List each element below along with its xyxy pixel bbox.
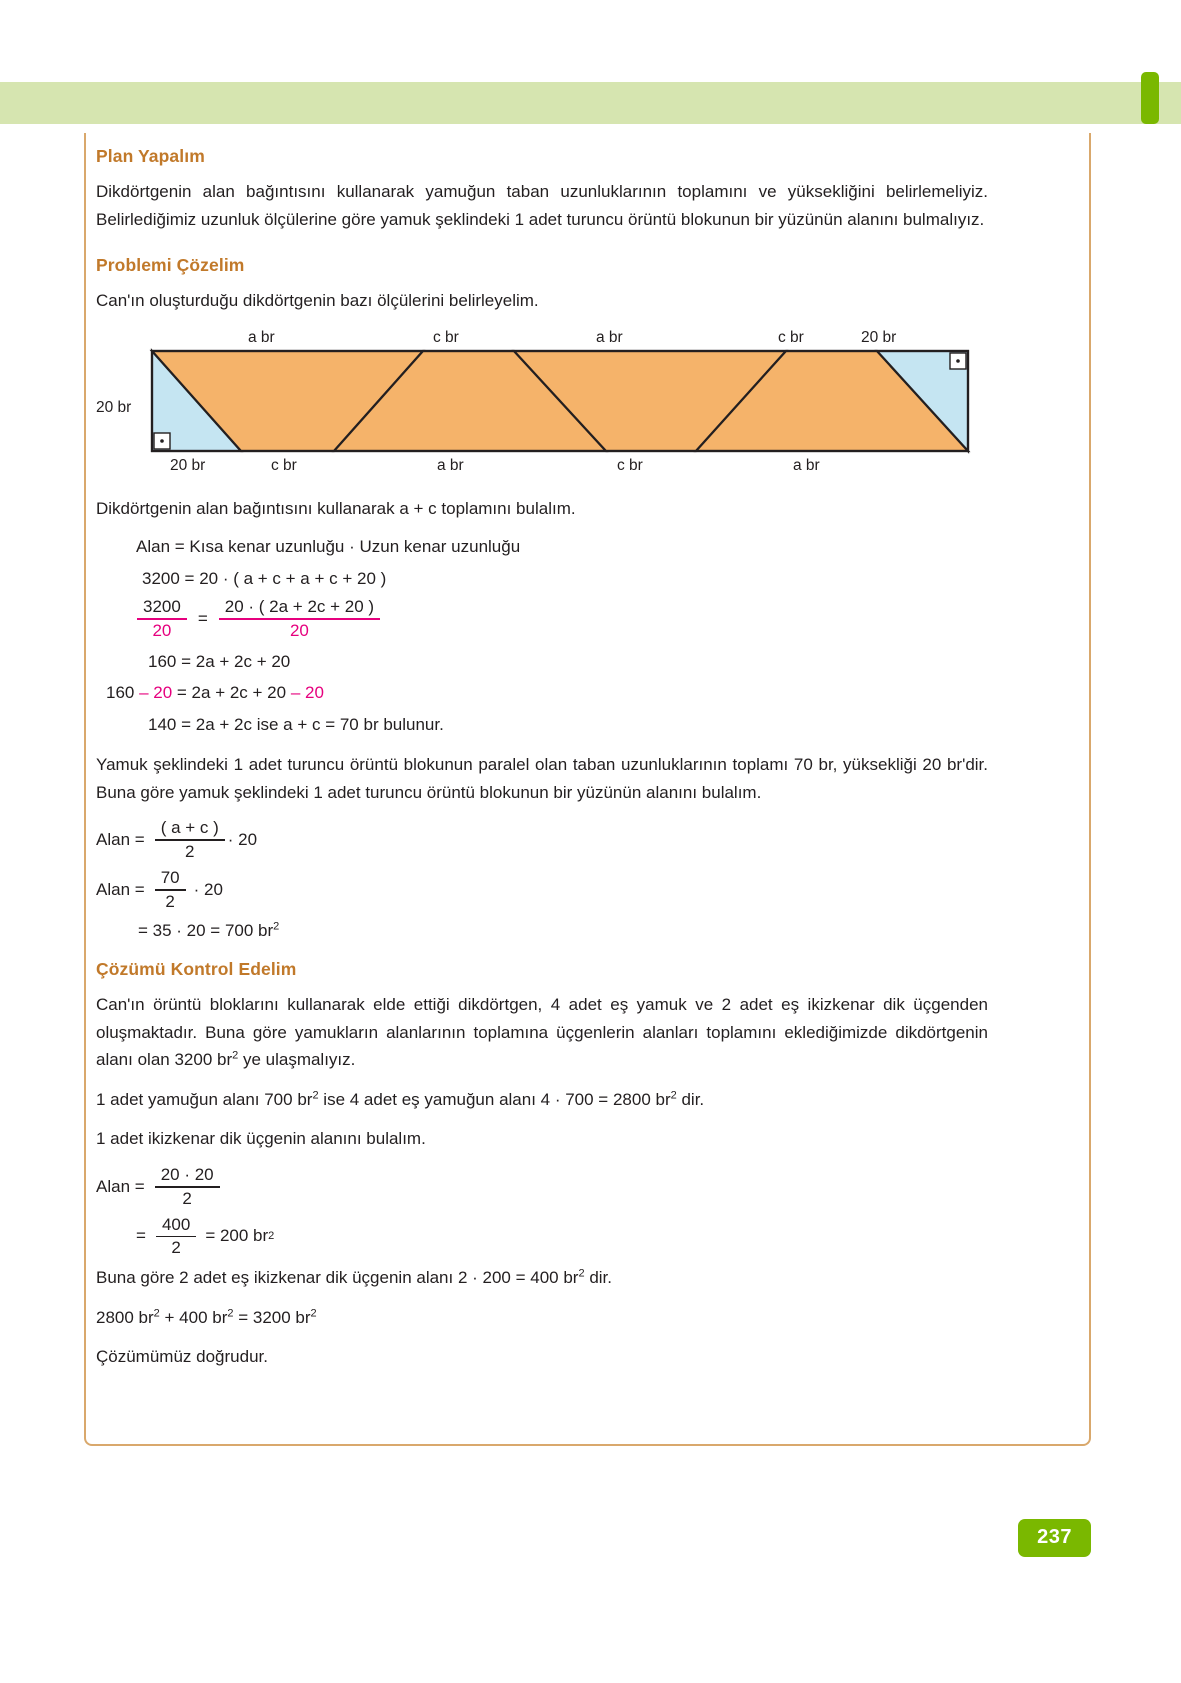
right-angle-dot-bottom-left	[160, 439, 164, 443]
paragraph-check-4	[96, 1264, 988, 1292]
fraction-denominator: 2	[185, 842, 195, 862]
superscript-2: 2	[153, 1307, 160, 1320]
check-p2-c: dir.	[676, 1089, 705, 1109]
alan-label: Alan =	[96, 879, 145, 899]
fraction-numerator: 20 · 20	[160, 1164, 214, 1184]
fraction-denominator: 20	[152, 620, 172, 640]
superscript-2: 2	[670, 1089, 677, 1102]
superscript-2: 2	[310, 1307, 317, 1320]
fraction-numerator: 20 · ( 2a + 2c + 20 )	[224, 597, 375, 617]
alan-label: Alan =	[96, 830, 145, 850]
figure-top-label-3: a br	[596, 328, 623, 346]
check-p1-text: Can'ın örüntü bloklarını kullanarak elde ettiği dikdörtgen, 4 adet eş yamuk ve 2 adet eş ikizkenar dik üçgenden oluşmaktadır. Buna göre yamukların alanlarının toplamına üçgenlerin alanları toplamını eklediğimizde dikdörtgenin alanı olan 3200 br	[96, 995, 988, 1070]
figure-bottom-label-2: c br	[271, 456, 297, 474]
equation-trapezoid-area-2	[96, 868, 988, 912]
paragraph-solve-intro: Can'ın oluşturduğu dikdörtgenin bazı ölçülerini belirleyelim.	[96, 291, 539, 311]
equation-area-formula: Alan = Kısa kenar uzunluğu · Uzun kenar uzunluğu	[136, 537, 521, 557]
fraction-a-plus-c-over-2	[155, 818, 225, 862]
rectangle-pattern-blocks-figure	[96, 329, 988, 479]
heading-plan-yapalim: Plan Yapalım	[96, 146, 205, 166]
check-p1-tail: ye ulaşmalıyız.	[238, 1050, 356, 1070]
figure-top-label-2: c br	[433, 328, 459, 346]
check-p5-a: 2800 br	[96, 1307, 154, 1327]
fraction-numerator: 400	[161, 1214, 191, 1234]
superscript-2: 2	[232, 1049, 239, 1062]
superscript-2: 2	[578, 1267, 585, 1280]
page-number-badge: 237	[1018, 1519, 1091, 1557]
check-p2-a: 1 adet yamuğun alanı 700 br	[96, 1089, 313, 1109]
paragraph-check-1	[96, 991, 988, 1074]
figure-bottom-label-1: 20 br	[170, 456, 206, 474]
result-200: = 200 br	[205, 1226, 269, 1246]
eq-part-mid: = 2a + 2c + 20	[172, 683, 291, 703]
equation-triangle-area-2	[96, 1215, 988, 1259]
top-decorative-band	[0, 82, 1181, 124]
equation-trapezoid-area-1	[96, 818, 988, 862]
fraction-numerator: 70	[160, 868, 180, 888]
paragraph-trapezoid-note: Yamuk şeklindeki 1 adet turuncu örüntü blokunun paralel olan taban uzunluklarının toplamı 70 br, yüksekliği 20 br'dir. Buna göre yamuk şeklindeki 1 adet turuncu örüntü blokunun bir yüzünün alanını bulalım.	[96, 755, 988, 802]
fraction-400-over-2	[156, 1215, 196, 1259]
fraction-20x20-over-2	[155, 1165, 220, 1209]
right-angle-dot-top-right	[956, 359, 960, 363]
fraction-denominator: 2	[165, 891, 175, 911]
fraction-denominator: 2	[171, 1238, 181, 1258]
superscript-2: 2	[312, 1089, 319, 1102]
check-p5-b: + 400 br	[159, 1307, 228, 1327]
figure-left-label: 20 br	[96, 398, 132, 416]
superscript-2: 2	[273, 920, 280, 933]
check-p5-c: = 3200 br	[233, 1307, 311, 1327]
equation-160-minus-20	[96, 680, 988, 706]
multiply-20: · 20	[227, 830, 258, 850]
fraction-denominator: 20	[289, 620, 309, 640]
equals-sign: =	[197, 608, 208, 628]
figure-bottom-label-5: a br	[793, 456, 820, 474]
page-content	[96, 146, 988, 1383]
figure-bottom-label-3: a br	[437, 456, 464, 474]
eq-part-minus-2: – 20	[290, 683, 324, 703]
paragraph-check-5	[96, 1304, 988, 1332]
equation-3200-expanded: 3200 = 20 · ( a + c + a + c + 20 )	[142, 568, 387, 588]
result-expression: = 35 · 20 = 700 br	[138, 920, 274, 940]
fraction-expression-over-20	[219, 597, 380, 641]
equation-160: 160 = 2a + 2c + 20	[148, 651, 291, 671]
corner-tab-marker	[1141, 72, 1159, 124]
eq-part-lead: 160	[106, 683, 140, 703]
paragraph-check-3: 1 adet ikizkenar dik üçgenin alanını bulalım.	[96, 1129, 426, 1149]
equation-triangle-area-1	[96, 1165, 988, 1209]
check-p4-a: Buna göre 2 adet eş ikizkenar dik üçgenin alanı 2 · 200 = 400 br	[96, 1268, 579, 1288]
fraction-denominator: 2	[182, 1188, 192, 1208]
fraction-3200-over-20	[137, 597, 187, 641]
fraction-70-over-2	[155, 868, 186, 912]
paragraph-check-6: Çözümümüz doğrudur.	[96, 1347, 268, 1367]
equation-140-result: 140 = 2a + 2c ise a + c = 70 br bulunur.	[148, 714, 444, 734]
heading-problemi-cozelim: Problemi Çözelim	[96, 255, 245, 276]
equals-sign: =	[136, 1226, 146, 1246]
figure-top-label-5: 20 br	[861, 328, 897, 346]
check-p4-b: dir.	[584, 1268, 612, 1288]
fraction-numerator: 3200	[143, 597, 181, 617]
figure-top-label-1: a br	[248, 328, 275, 346]
figure-top-label-4: c br	[778, 328, 804, 346]
eq-part-minus-1: – 20	[139, 683, 173, 703]
paragraph-plan: Dikdörtgenin alan bağıntısını kullanarak yamuğun taban uzunluklarının toplamını ve yüksekliğini belirlemeliyiz. Belirlediğimiz uzunluk ölçülerine göre yamuk şeklindeki 1 adet turuncu örüntü blokunun bir yüzünün alanını bulmalıyız.	[96, 182, 988, 229]
superscript-2: 2	[268, 1230, 275, 1243]
fraction-numerator: ( a + c )	[160, 818, 219, 838]
equation-trapezoid-area-result	[96, 918, 988, 944]
multiply-20: · 20	[193, 879, 223, 899]
heading-cozumu-kontrol-edelim: Çözümü Kontrol Edelim	[96, 959, 297, 980]
paragraph-check-2	[96, 1086, 988, 1114]
check-p2-b: ise 4 adet eş yamuğun alanı 4 · 700 = 2800 br	[318, 1089, 671, 1109]
pattern-block-rectangle-svg	[96, 329, 988, 479]
equation-divide-by-20	[96, 597, 988, 641]
alan-label: Alan =	[96, 1176, 145, 1196]
paragraph-after-figure: Dikdörtgenin alan bağıntısını kullanarak a + c toplamını bulalım.	[96, 498, 576, 518]
superscript-2: 2	[227, 1307, 234, 1320]
figure-bottom-label-4: c br	[617, 456, 643, 474]
